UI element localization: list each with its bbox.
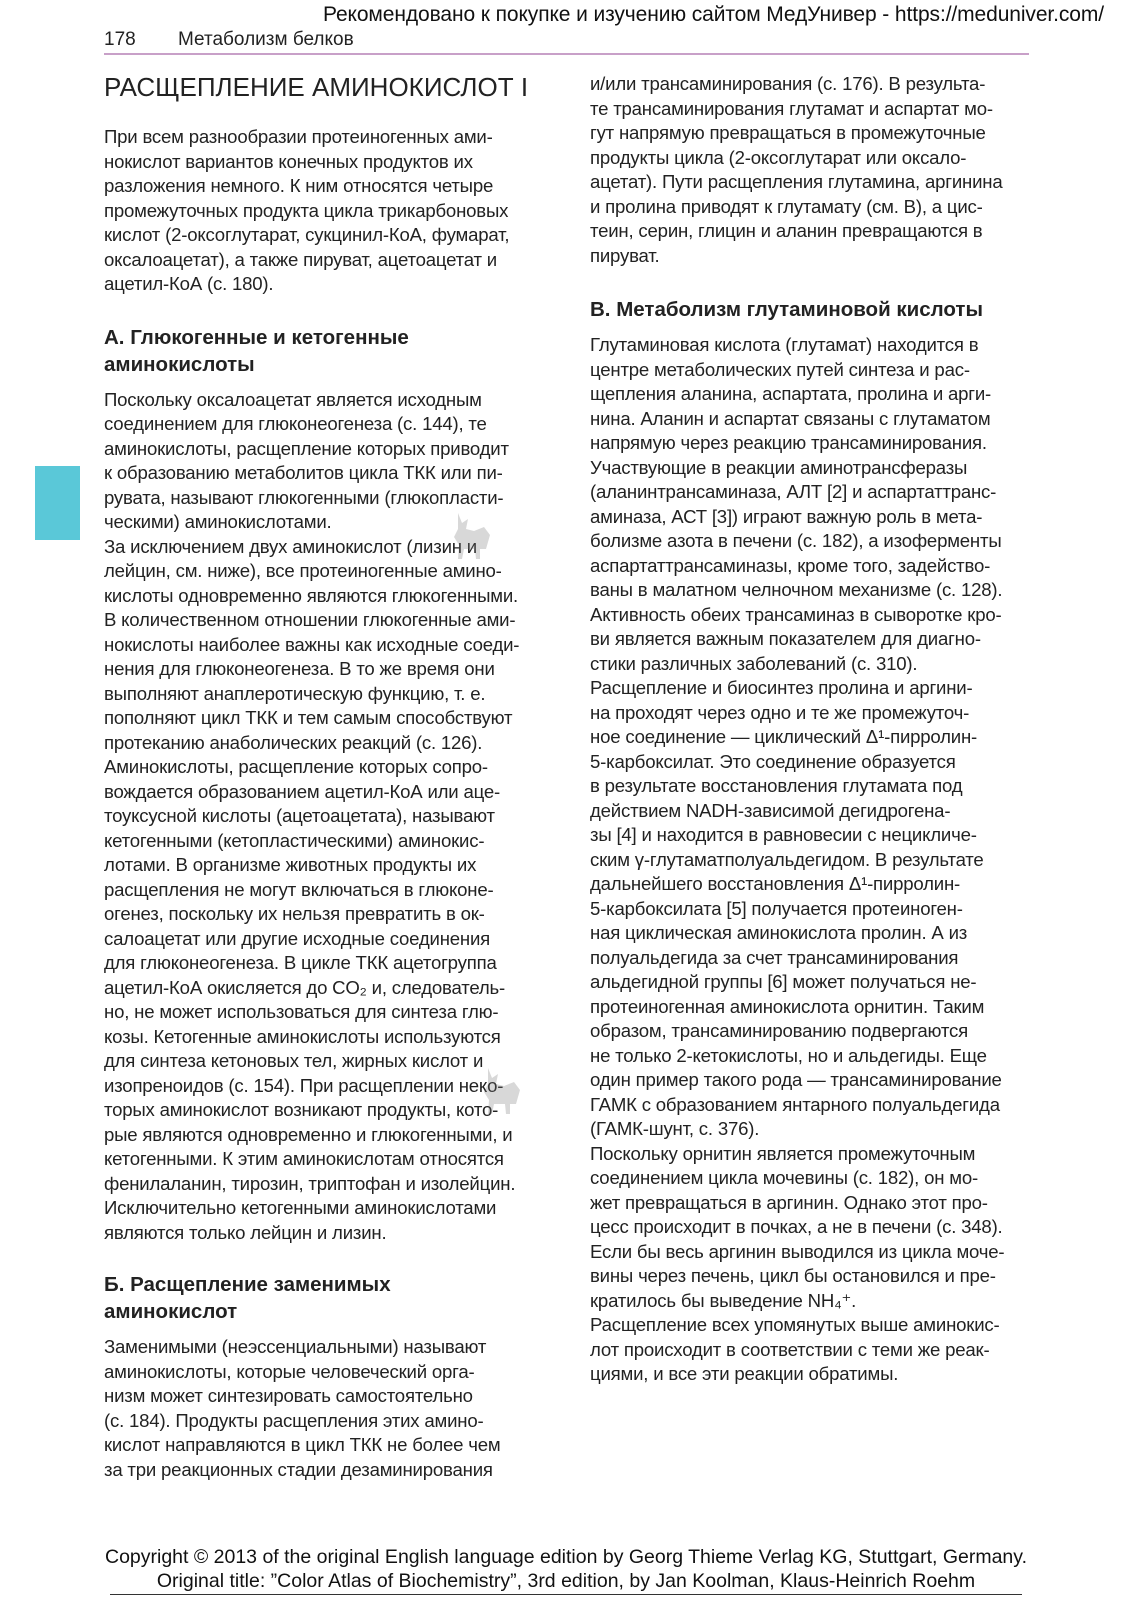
- original-title-line: Original title: ”Color Atlas of Biochemistry”, 3rd edition, by Jan Koolman, Klaus-Heinrich Roehm: [156, 1570, 976, 1592]
- section-v-paragraph-1: Глутаминовая кислота (глутамат) находится в центре метаболических путей синтеза и рас- щепления аланина, аспартата, пролина и арги- нина. Аланин и аспартат связаны с глутаматом напрямую через реакцию трансаминирования. Участвующие в реакции аминотрансферазы (аланинтрансаминаза, АЛТ [2] и аспартаттранс- аминаза, АСТ [3]) играют важную роль в мета- болизме азота в печени (с. 182), а изоферменты аспартаттрансаминазы, кроме того, задейство- ваны в малатном челночном механизме (с. 128). Активность обеих трансаминаз в сыворотке кро- ви является важным показателем для диагно- стики различных заболеваний (с. 310).: [590, 334, 1003, 674]
- section-b-heading: Б. Расщепление заменимых аминокислот: [104, 1273, 391, 1323]
- page-number: 178: [104, 29, 136, 50]
- chapter-title: Метаболизм белков: [178, 29, 354, 50]
- copyright-line: Copyright © 2013 of the original English language edition by Georg Thieme Verlag KG, Stuttgart, Germany.: [104, 1546, 1027, 1568]
- right-column: [590, 72, 1029, 1387]
- section-v-paragraph-3: Поскольку орнитин является промежуточным соединением цикла мочевины (с. 182), он мо- жет превращаться в аргинин. Однако этот про- цесс происходит в почках, а не в печени (с. 348). Если бы весь аргинин выводился из цикла моче- вины через печень, цикл бы остановился и пре- кратилось бы выведение NH₄⁺.: [590, 1142, 1005, 1311]
- intro-paragraph: При всем разнообразии протеиногенных ами- нокислот вариантов конечных продуктов их разложения немного. К ним относятся четыре промежуточных продукта цикла трикарбоновых кислот (2-оксоглутарат, сукцинил-КоА, фумарат, оксалоацетат), а также пируват, ацетоацетат и ацетил-КоА (с. 180).: [104, 126, 510, 294]
- section-a-paragraph-2: За исключением двух аминокислот (лизин лейцин, см. ниже), все протеиногенные амино- кислоты одновременно являются глюкогенными. В количественном отношении глюкогенные ами- нокислоты наиболее важны как исходные соеди- нения для глюконеогенеза. В то же время они выполняют анаплеротическую функцию, т. е. пополняют цикл ТКК и тем самым способствуют протеканию анаболических реакций (с. 126).: [104, 535, 520, 753]
- section-a-paragraph-1: Поскольку оксалоацетат является исходным соединением для глюконеогенеза (с. 144), те аминокислоты, расщепление которых приводит к образованию метаболитов цикла ТКК или пи- рувата, называют глюкогенными (глюкопласти- ческими) аминокислотами.: [104, 388, 509, 532]
- section-v-paragraph-2: Расщепление и биосинтез пролина и аргини- на проходят через одно и те же промежуточ- ное соединение — циклический Δ¹-пирролин- 5-карбоксилат. Это соединение образуется в результате восстановления глутамата под действием NADH-зависимой дегидрогена- зы [4] и находится в равновесии с нецикличе- ским γ-глутаматполуальдегидом. В результате дальнейшего восстановления Δ¹-пирролин- 5-карбоксилата [5] получается протеиноген- ная циклическая аминокислота пролин. А из полуальдегида за счет трансаминирования альдегидной группы [6] может получаться не- протеиногенная аминокислота орнитин. Таким образом, трансаминированию подвергаются не только 2-кетокислоты, но и альдегиды. Еще один пример такого рода — трансаминирование ГАМК с образованием янтарного полуальдегида (ГАМК-шунт, с. 376).: [590, 677, 1002, 1139]
- section-v-paragraph-4: Расщепление всех упомянутых выше аминокис- лот происходит в соответствии с теми же реак- циями, и все эти реакции обратимы.: [590, 1314, 1000, 1384]
- section-v-heading: В. Метаболизм глутаминовой кислоты: [590, 298, 983, 321]
- source-banner: Рекомендовано к покупке и изучению сайтом МедУнивер - https://meduniver.com/: [322, 3, 1104, 26]
- running-header: [104, 29, 1029, 53]
- continuation-paragraph: и/или трансаминирования (с. 176). В результа- те трансаминирования глутамат и аспартат мо- гут напрямую превращаться в промежуточные продукты цикла (2-оксоглутарат или оксало- ацетат). Пути расщепления глутамина, аргинина и пролина приводят к глутамату (см. В), а цис- теин, серин, глицин и аланин превращаются в пируват.: [590, 73, 1003, 266]
- section-side-tab: [35, 466, 80, 540]
- left-column: [104, 72, 542, 1482]
- footer-rule: [110, 1594, 1022, 1595]
- header-rule: [104, 53, 1029, 55]
- section-b-paragraph-1: Заменимыми (неэссенциальными) называют аминокислоты, которые человеческий орга- низм может синтезировать самостоятельно (с. 184). Продукты расщепления этих амино- кислот направляются в цикл ТКК не более чем за три реакционных стадии дезаминирования: [104, 1336, 501, 1480]
- section-a-paragraph-3: Аминокислоты, расщепление которых сопро- вождается образованием ацетил-КоА или аце- тоуксусной кислоты (ацетоацетата), называют кетогенными (кетопластическими) аминокис- лотами. В организме животных продукты их расщепления не могут включаться в глюконе- огенез, поскольку их нельзя превратить в ок- салоацетат или другие исходные соединения для глюконеогенеза. В цикле ТКК ацетогруппа ацетил-КоА окисляется до CO₂ и, следователь- но, не может использоваться для синтеза глю- козы. Кетогенные аминокислоты используются для синтеза кетоновых тел, жирных кислот и изопреноидов (с. 154). При расщеплении неко- торых аминокислот возникают продукты, кото- рые являются одновременно и глюкогенными, и кетогенными. К этим аминокислотам относятся фенилаланин, тирозин, триптофан и изолейцин. Исключительно кетогенными аминокислотами являются только лейцин и лизин.: [104, 756, 516, 1243]
- page-title: РАСЩЕПЛЕНИЕ АМИНОКИСЛОТ I: [104, 72, 529, 102]
- section-a-heading: А. Глюкогенные и кетогенные аминокислоты: [104, 325, 409, 376]
- deer-logo-icon: [470, 1060, 530, 1120]
- deer-logo-icon: [440, 505, 500, 565]
